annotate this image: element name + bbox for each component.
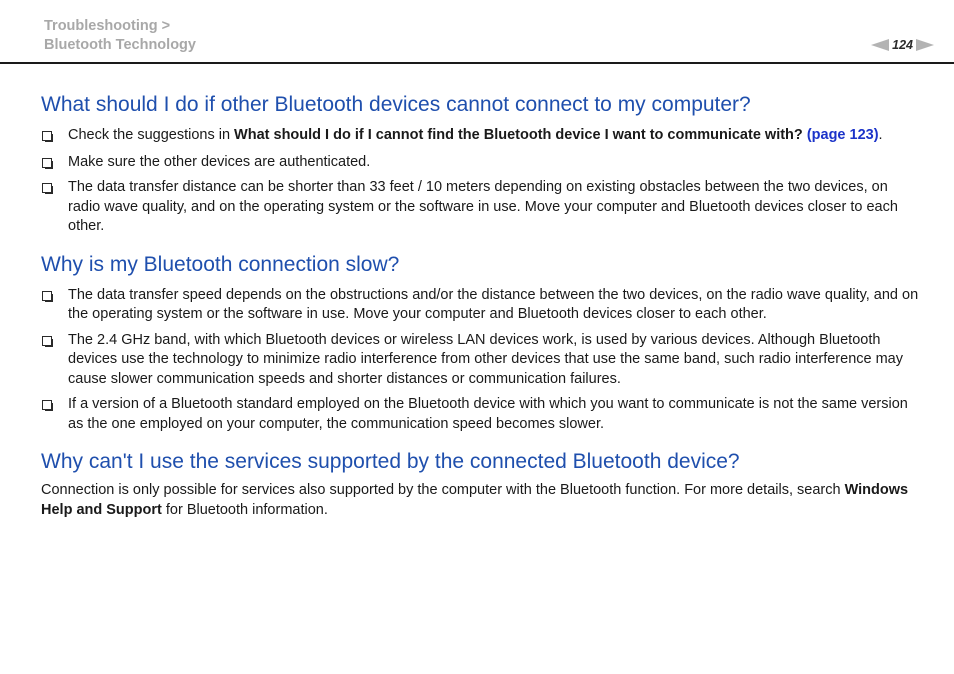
referenced-topic: What should I do if I cannot find the Bluetooth device I want to communicate with? bbox=[234, 127, 803, 143]
list-item: The data transfer speed depends on the obstructions and/or the distance between the two devices, on the radio wave quality, and on the operating system or the software in use. Move your computer and Bluetooth devices closer to each other. bbox=[41, 286, 921, 325]
page-navigation bbox=[871, 37, 934, 53]
page-link[interactable]: (page 123) bbox=[806, 127, 879, 143]
next-page-arrow-icon[interactable] bbox=[916, 39, 934, 51]
page-number: 124 bbox=[892, 38, 913, 52]
list-item: Make sure the other devices are authenticated. bbox=[41, 153, 921, 173]
main-content bbox=[41, 92, 921, 520]
list-item: The data transfer distance can be shorter than 33 feet / 10 meters depending on existing obstacles between the two devices, on radio wave quality, and on the operating system or the software in use. Move your computer and Bluetooth devices closer to each other. bbox=[41, 178, 921, 237]
windows-help-reference: Windows Help and Support bbox=[41, 482, 909, 518]
breadcrumb-current: Bluetooth Technology bbox=[44, 37, 196, 53]
list-item: If a version of a Bluetooth standard employed on the Bluetooth device with which you want to communicate is not the same version as the one employed on your computer, the communication speed becomes slower. bbox=[41, 395, 921, 434]
section-heading-connection-slow: Why is my Bluetooth connection slow? bbox=[41, 252, 400, 276]
list-item: Check the suggestions in What should I do if I cannot find the Bluetooth device I want to communicate with? (page 123). bbox=[41, 126, 921, 146]
previous-page-arrow-icon[interactable] bbox=[871, 39, 889, 51]
checkbox-bullet-icon bbox=[42, 291, 52, 301]
section-heading-services-unsupported: Why can't I use the services supported by the connected Bluetooth device? bbox=[41, 450, 740, 473]
list-item: The 2.4 GHz band, with which Bluetooth devices or wireless LAN devices work, is used by various devices. Although Bluetooth devices use the technology to minimize radio interference from other devices that use the same band, such radio interference may cause slower communication speeds and shorter distances or communication failures. bbox=[41, 331, 921, 390]
checkbox-bullet-icon bbox=[42, 158, 52, 168]
checkbox-bullet-icon bbox=[42, 400, 52, 410]
services-paragraph: Connection is only possible for services also supported by the computer with the Bluetooth function. For more details, search Windows Help and Support for Bluetooth information. bbox=[41, 482, 909, 518]
checkbox-bullet-icon bbox=[42, 131, 52, 141]
connection-slow-list bbox=[41, 286, 921, 435]
cannot-connect-list bbox=[41, 126, 921, 237]
section-heading-cannot-connect: What should I do if other Bluetooth devices cannot connect to my computer? bbox=[41, 93, 751, 116]
header-divider bbox=[0, 62, 954, 64]
breadcrumb-parent[interactable]: Troubleshooting > bbox=[44, 18, 171, 34]
checkbox-bullet-icon bbox=[42, 183, 52, 193]
breadcrumb bbox=[44, 17, 196, 55]
checkbox-bullet-icon bbox=[42, 336, 52, 346]
